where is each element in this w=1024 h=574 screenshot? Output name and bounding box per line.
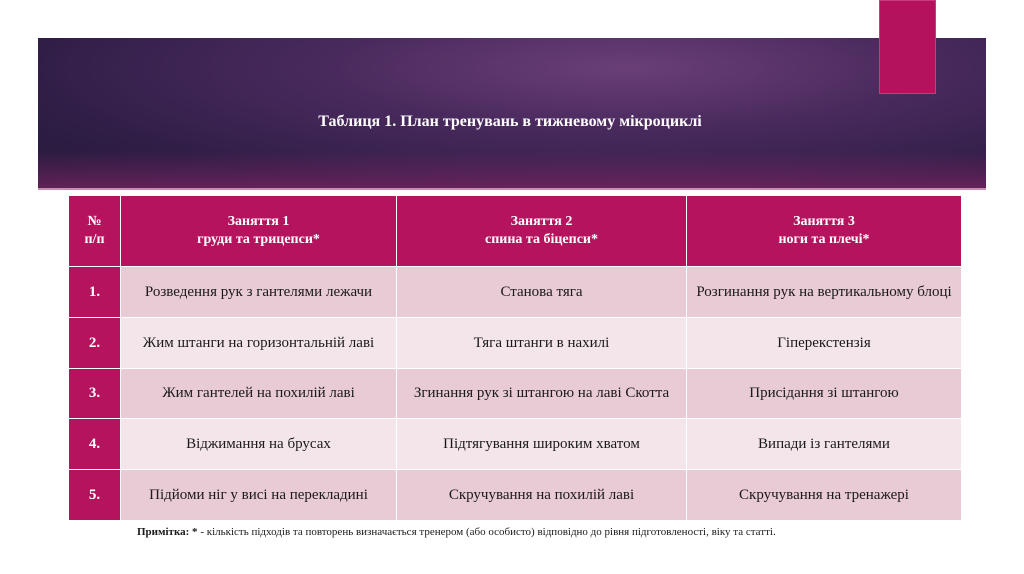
table-row <box>69 368 962 419</box>
banner-gradient <box>38 150 986 190</box>
table-row <box>69 267 962 318</box>
table-footnote <box>137 526 957 538</box>
header-session-1 <box>121 196 397 267</box>
row-number: 1. <box>69 267 121 318</box>
header-number-line2: п/п <box>84 232 105 247</box>
footnote-label: Примітка: * <box>137 526 198 538</box>
header-session-2-subtitle: спина та біцепси* <box>485 232 598 247</box>
exercise-session-1: Жим штанги на горизонтальній лаві <box>121 317 397 368</box>
row-number: 4. <box>69 419 121 470</box>
header-session-1-subtitle: груди та трицепси* <box>197 232 320 247</box>
header-session-3 <box>687 196 962 267</box>
exercise-session-2: Підтягування широким хватом <box>397 419 687 470</box>
exercise-session-1: Віджимання на брусах <box>121 419 397 470</box>
exercise-session-1: Жим гантелей на похилій лаві <box>121 368 397 419</box>
header-number-line1: № <box>87 214 102 229</box>
header-session-3-title: Заняття 3 <box>793 214 855 229</box>
header-session-2-title: Заняття 2 <box>510 214 573 229</box>
header-session-1-title: Заняття 1 <box>227 214 290 229</box>
table-row <box>69 470 962 521</box>
accent-bookmark <box>879 0 936 94</box>
table-header-row <box>69 196 962 267</box>
slide-title: Таблиця 1. План тренувань в тижневому мікроциклі <box>318 113 702 130</box>
header-session-3-subtitle: ноги та плечі* <box>778 232 870 247</box>
row-number: 2. <box>69 317 121 368</box>
exercise-session-2: Тяга штанги в нахилі <box>397 317 687 368</box>
exercise-session-3: Присідання зі штангою <box>687 368 962 419</box>
exercise-session-2: Згинання рук зі штангою на лаві Скотта <box>397 368 687 419</box>
exercise-session-3: Розгинання рук на вертикальному блоці <box>687 267 962 318</box>
training-plan-table <box>68 195 962 521</box>
exercise-session-3: Випади із гантелями <box>687 419 962 470</box>
row-number: 5. <box>69 470 121 521</box>
header-session-2 <box>397 196 687 267</box>
row-number: 3. <box>69 368 121 419</box>
exercise-session-1: Розведення рук з гантелями лежачи <box>121 267 397 318</box>
footnote-text: - кількість підходів та повторень визначається тренером (або особисто) відповідно до рівня підготовленості, віку та статті. <box>197 526 776 538</box>
exercise-session-3: Гіперекстензія <box>687 317 962 368</box>
exercise-session-2: Станова тяга <box>397 267 687 318</box>
exercise-session-1: Підйоми ніг у висі на перекладині <box>121 470 397 521</box>
table-row <box>69 317 962 368</box>
exercise-session-3: Скручування на тренажері <box>687 470 962 521</box>
table-row <box>69 419 962 470</box>
header-number <box>69 196 121 267</box>
exercise-session-2: Скручування на похилій лаві <box>397 470 687 521</box>
